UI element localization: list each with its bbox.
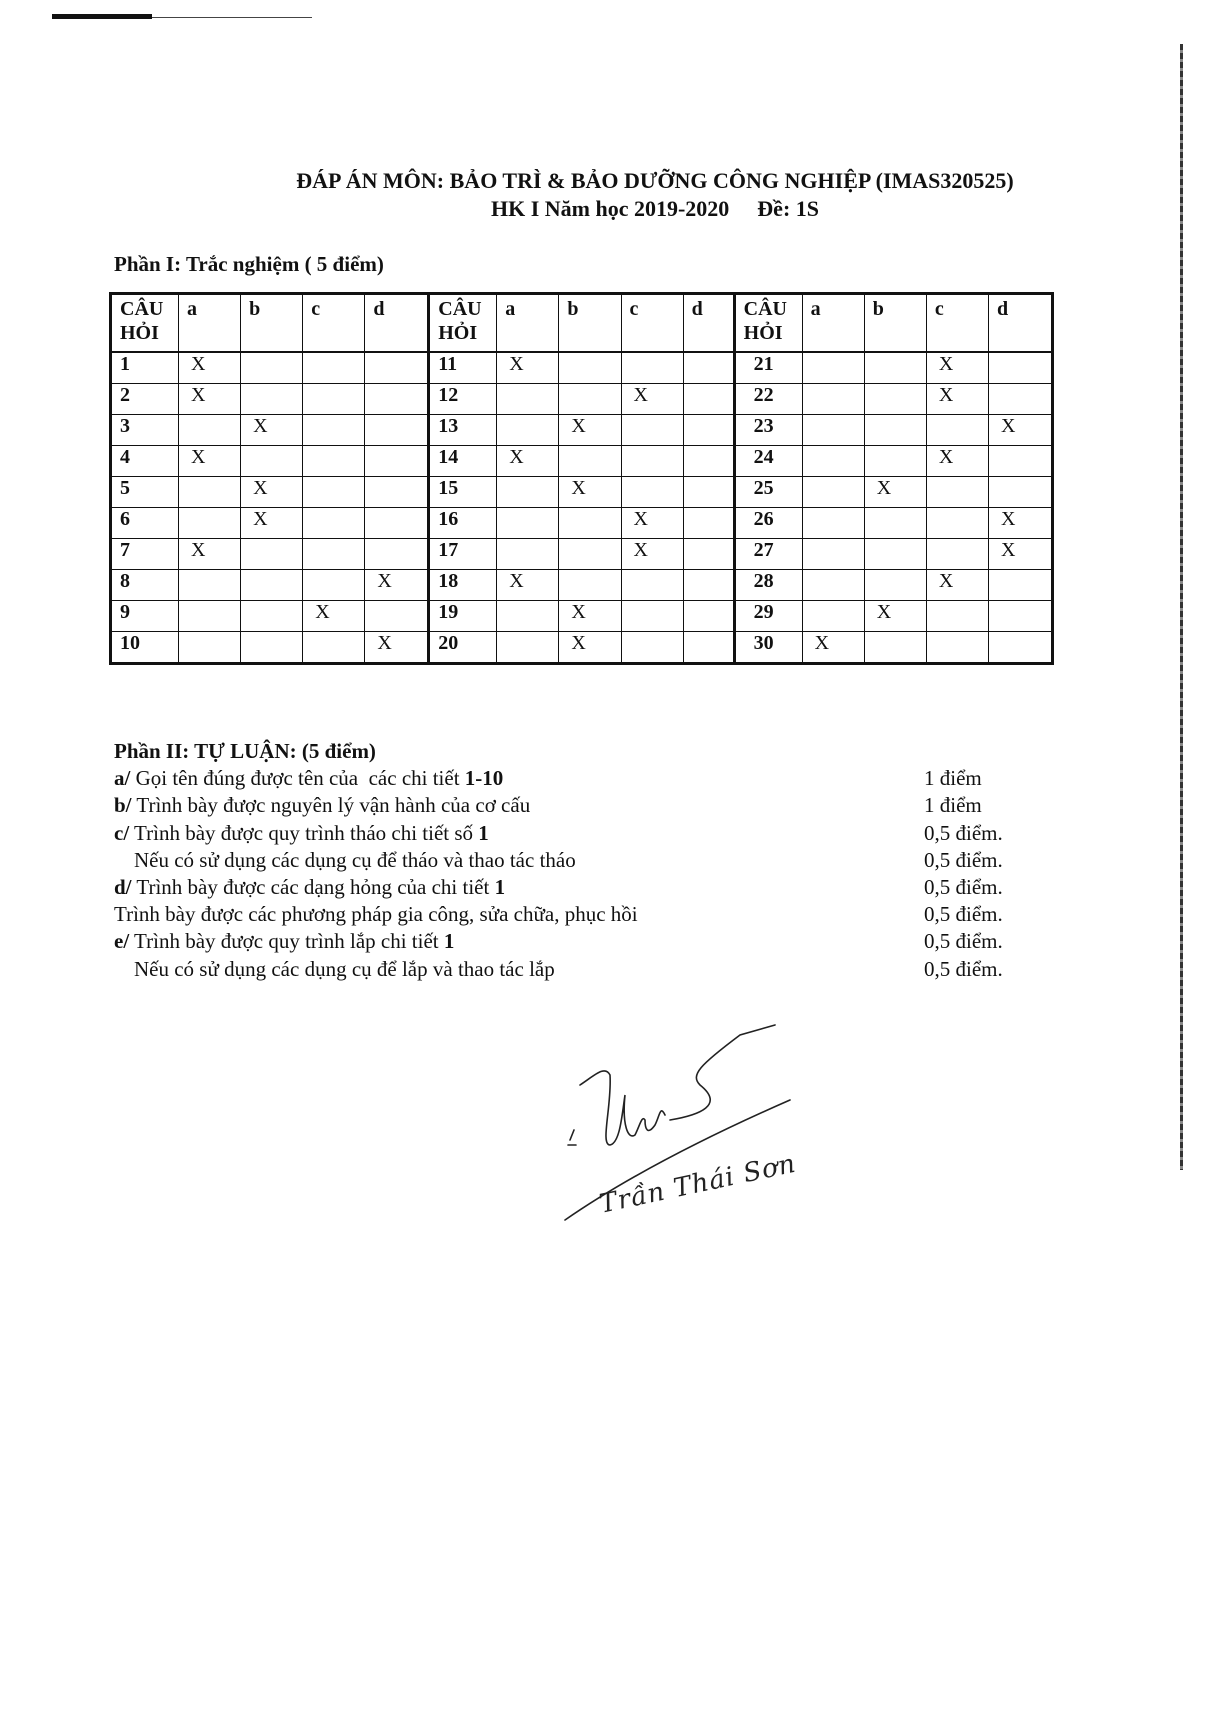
criteria-item [114, 765, 1014, 792]
answer-cell-b [864, 632, 926, 664]
answer-cell-c: X [926, 384, 988, 415]
answer-cell-a [179, 477, 241, 508]
answer-cell-d [683, 352, 734, 384]
scan-mark [52, 14, 152, 19]
column-header-option: d [365, 294, 429, 353]
answer-cell-c [621, 415, 683, 446]
table-row [111, 601, 1053, 632]
column-header-question: CÂU HỎI [734, 294, 802, 353]
question-number: 17 [429, 539, 497, 570]
answer-cell-c: X [926, 352, 988, 384]
answer-cell-c: X [926, 446, 988, 477]
answer-cell-b [241, 446, 303, 477]
answer-cell-a: X [179, 539, 241, 570]
question-number: 26 [734, 508, 802, 539]
answer-cell-d: X [989, 415, 1053, 446]
answer-cell-b [559, 384, 621, 415]
item-text: Trình bày được quy trình tháo chi tiết số [129, 820, 479, 845]
question-number: 7 [111, 539, 179, 570]
question-number: 1 [111, 352, 179, 384]
answer-cell-d [683, 632, 734, 664]
table-row [111, 632, 1053, 664]
answer-cell-b [864, 415, 926, 446]
answer-cell-a [802, 352, 864, 384]
answer-cell-d [365, 601, 429, 632]
answer-cell-d [989, 601, 1053, 632]
answer-cell-d [989, 384, 1053, 415]
answer-cell-b [241, 632, 303, 664]
answer-cell-b: X [241, 477, 303, 508]
answer-cell-c [621, 446, 683, 477]
item-prefix: e/ [114, 929, 130, 954]
answer-cell-b: X [559, 477, 621, 508]
signature-name: Trần Thái Sơn [596, 1148, 799, 1220]
question-number: 25 [734, 477, 802, 508]
question-number: 4 [111, 446, 179, 477]
answer-cell-b: X [559, 632, 621, 664]
question-number: 10 [111, 632, 179, 664]
answer-cell-b: X [241, 508, 303, 539]
question-number: 13 [429, 415, 497, 446]
answer-cell-a [802, 415, 864, 446]
answer-cell-b [241, 539, 303, 570]
item-points: 1 điểm [924, 766, 982, 791]
column-header-option: c [621, 294, 683, 353]
item-text: Nếu có sử dụng các dụng cụ để tháo và thao tác tháo [134, 847, 576, 872]
table-row [111, 508, 1053, 539]
answer-cell-d [989, 352, 1053, 384]
answer-cell-b [864, 446, 926, 477]
answer-cell-a [497, 601, 559, 632]
answer-cell-d [683, 477, 734, 508]
scan-mark [152, 17, 312, 18]
answer-cell-b [864, 384, 926, 415]
question-number: 29 [734, 601, 802, 632]
column-header-option: d [683, 294, 734, 353]
answer-cell-c [621, 352, 683, 384]
answer-cell-a [497, 477, 559, 508]
answer-cell-a [497, 384, 559, 415]
column-header-question: CÂU HỎI [429, 294, 497, 353]
answer-cell-a: X [179, 352, 241, 384]
answer-cell-b: X [864, 477, 926, 508]
answer-cell-a [497, 508, 559, 539]
answer-cell-d: X [365, 632, 429, 664]
document-title: ĐÁP ÁN MÔN: BẢO TRÌ & BẢO DƯỠNG CÔNG NGHIỆP (IMAS320525) [296, 168, 1014, 193]
question-number: 30 [734, 632, 802, 664]
table-row [111, 352, 1053, 384]
answer-cell-b [559, 539, 621, 570]
item-text: Trình bày được nguyên lý vận hành của cơ cấu [131, 793, 531, 818]
item-prefix: b/ [114, 793, 132, 818]
question-number: 23 [734, 415, 802, 446]
answer-cell-c [621, 477, 683, 508]
item-bold: 1 [494, 875, 506, 900]
question-number: 18 [429, 570, 497, 601]
answer-cell-b: X [241, 415, 303, 446]
answer-cell-c [303, 632, 365, 664]
item-text: Trình bày được các dạng hỏng của chi tiết [131, 875, 495, 900]
answer-cell-a [802, 384, 864, 415]
answer-cell-b: X [559, 415, 621, 446]
item-text: Nếu có sử dụng các dụng cụ để lắp và thao tác lắp [134, 956, 555, 981]
answer-cell-d [683, 415, 734, 446]
answer-table [109, 292, 1054, 665]
answer-cell-c [621, 632, 683, 664]
column-header-option: b [559, 294, 621, 353]
table-row [111, 446, 1053, 477]
answer-cell-d [683, 446, 734, 477]
answer-cell-c [303, 477, 365, 508]
answer-cell-a [179, 508, 241, 539]
item-points: 0,5 điểm. [924, 902, 1003, 927]
document-subtitle [40, 196, 1230, 222]
answer-cell-d: X [365, 570, 429, 601]
column-header-question: CÂU HỎI [111, 294, 179, 353]
answer-cell-b: X [864, 601, 926, 632]
answer-cell-b [864, 570, 926, 601]
question-number: 5 [111, 477, 179, 508]
table-row [111, 539, 1053, 570]
answer-cell-a: X [179, 384, 241, 415]
column-header-option: c [303, 294, 365, 353]
part2-heading: Phần II: TỰ LUẬN: (5 điểm) [114, 739, 376, 763]
answer-cell-d [989, 446, 1053, 477]
question-number: 9 [111, 601, 179, 632]
answer-cell-c [926, 632, 988, 664]
item-prefix: a/ [114, 766, 131, 791]
answer-cell-c [303, 415, 365, 446]
item-text: Trình bày được các phương pháp gia công, sửa chữa, phục hồi [114, 902, 638, 927]
answer-cell-c [926, 508, 988, 539]
answer-cell-d [365, 352, 429, 384]
answer-cell-a [179, 415, 241, 446]
part1-heading: Phần I: Trắc nghiệm ( 5 điểm) [114, 252, 384, 276]
answer-cell-c: X [621, 508, 683, 539]
answer-cell-a [802, 570, 864, 601]
question-number: 8 [111, 570, 179, 601]
answer-cell-c [303, 570, 365, 601]
question-number: 16 [429, 508, 497, 539]
answer-cell-a: X [497, 352, 559, 384]
column-header-option: d [989, 294, 1053, 353]
question-number: 12 [429, 384, 497, 415]
answer-cell-c: X [303, 601, 365, 632]
item-prefix: d/ [114, 875, 132, 900]
answer-cell-c [621, 601, 683, 632]
answer-cell-a: X [802, 632, 864, 664]
answer-cell-d [365, 477, 429, 508]
answer-cell-a [802, 601, 864, 632]
answer-cell-a: X [497, 446, 559, 477]
answer-cell-a [802, 477, 864, 508]
question-number: 14 [429, 446, 497, 477]
table-row [111, 415, 1053, 446]
answer-cell-a [179, 601, 241, 632]
answer-cell-d [683, 508, 734, 539]
question-number: 20 [429, 632, 497, 664]
answer-cell-b [559, 352, 621, 384]
question-number: 19 [429, 601, 497, 632]
answer-cell-a [497, 632, 559, 664]
answer-cell-d [683, 539, 734, 570]
item-points: 0,5 điểm. [924, 820, 1003, 845]
item-points: 1 điểm [924, 793, 982, 818]
answer-cell-d [365, 446, 429, 477]
question-number: 3 [111, 415, 179, 446]
answer-cell-d [365, 508, 429, 539]
criteria-item [114, 874, 1014, 901]
answer-cell-d [365, 415, 429, 446]
signature [550, 1005, 810, 1255]
answer-cell-a [497, 415, 559, 446]
question-number: 24 [734, 446, 802, 477]
answer-cell-d: X [989, 508, 1053, 539]
table-row [111, 570, 1053, 601]
column-header-option: a [802, 294, 864, 353]
answer-cell-c [621, 570, 683, 601]
answer-cell-a [802, 539, 864, 570]
answer-cell-a: X [497, 570, 559, 601]
item-prefix: c/ [114, 820, 130, 845]
answer-cell-c [303, 352, 365, 384]
answer-cell-a [179, 632, 241, 664]
item-points: 0,5 điểm. [924, 875, 1003, 900]
criteria-item [114, 901, 1014, 928]
criteria-item [114, 792, 1014, 819]
column-header-option: a [497, 294, 559, 353]
item-bold: 1 [478, 820, 489, 845]
answer-cell-c [926, 601, 988, 632]
answer-cell-c [303, 384, 365, 415]
answer-cell-b [241, 570, 303, 601]
question-number: 21 [734, 352, 802, 384]
part2 [114, 738, 1014, 983]
answer-cell-c [926, 415, 988, 446]
answer-cell-b [864, 508, 926, 539]
answer-cell-b [559, 508, 621, 539]
answer-cell-d [365, 539, 429, 570]
answer-cell-d: X [989, 539, 1053, 570]
answer-cell-b [241, 384, 303, 415]
answer-cell-b [241, 601, 303, 632]
column-header-option: c [926, 294, 988, 353]
item-points: 0,5 điểm. [924, 847, 1003, 872]
column-header-option: a [179, 294, 241, 353]
answer-cell-a [179, 570, 241, 601]
column-header-option: b [864, 294, 926, 353]
answer-cell-b [559, 570, 621, 601]
answer-cell-b [559, 446, 621, 477]
criteria-item [114, 928, 1014, 955]
question-number: 27 [734, 539, 802, 570]
answer-cell-c [926, 477, 988, 508]
answer-cell-d [683, 601, 734, 632]
answer-cell-d [989, 477, 1053, 508]
question-number: 11 [429, 352, 497, 384]
item-text: Gọi tên đúng được tên của các chi tiết [130, 766, 465, 791]
question-number: 2 [111, 384, 179, 415]
answer-cell-c [303, 446, 365, 477]
answer-cell-c: X [621, 539, 683, 570]
answer-cell-b [864, 352, 926, 384]
answer-cell-a: X [179, 446, 241, 477]
answer-cell-a [802, 508, 864, 539]
answer-cell-c [303, 508, 365, 539]
table-row [111, 384, 1053, 415]
criteria-item [114, 956, 1014, 983]
item-points: 0,5 điểm. [924, 956, 1003, 981]
answer-cell-d [989, 570, 1053, 601]
term: HK I Năm học 2019-2020 [490, 196, 730, 221]
answer-cell-d [683, 570, 734, 601]
answer-cell-b: X [559, 601, 621, 632]
item-points: 0,5 điểm. [924, 929, 1003, 954]
answer-cell-d [989, 632, 1053, 664]
answer-cell-c: X [926, 570, 988, 601]
criteria-item [114, 820, 1014, 847]
answer-cell-c [926, 539, 988, 570]
criteria-item [114, 847, 1014, 874]
column-header-option: b [241, 294, 303, 353]
question-number: 15 [429, 477, 497, 508]
exam-code: Đề: 1S [757, 196, 820, 221]
answer-cell-a [802, 446, 864, 477]
item-bold: 1-10 [464, 766, 504, 791]
table-row [111, 477, 1053, 508]
answer-cell-d [365, 384, 429, 415]
answer-cell-c [303, 539, 365, 570]
answer-cell-d [683, 384, 734, 415]
item-text: Trình bày được quy trình lắp chi tiết [129, 929, 444, 954]
item-bold: 1 [443, 929, 455, 954]
answer-cell-c: X [621, 384, 683, 415]
answer-cell-b [864, 539, 926, 570]
question-number: 28 [734, 570, 802, 601]
answer-cell-b [241, 352, 303, 384]
question-number: 6 [111, 508, 179, 539]
answer-cell-a [497, 539, 559, 570]
question-number: 22 [734, 384, 802, 415]
